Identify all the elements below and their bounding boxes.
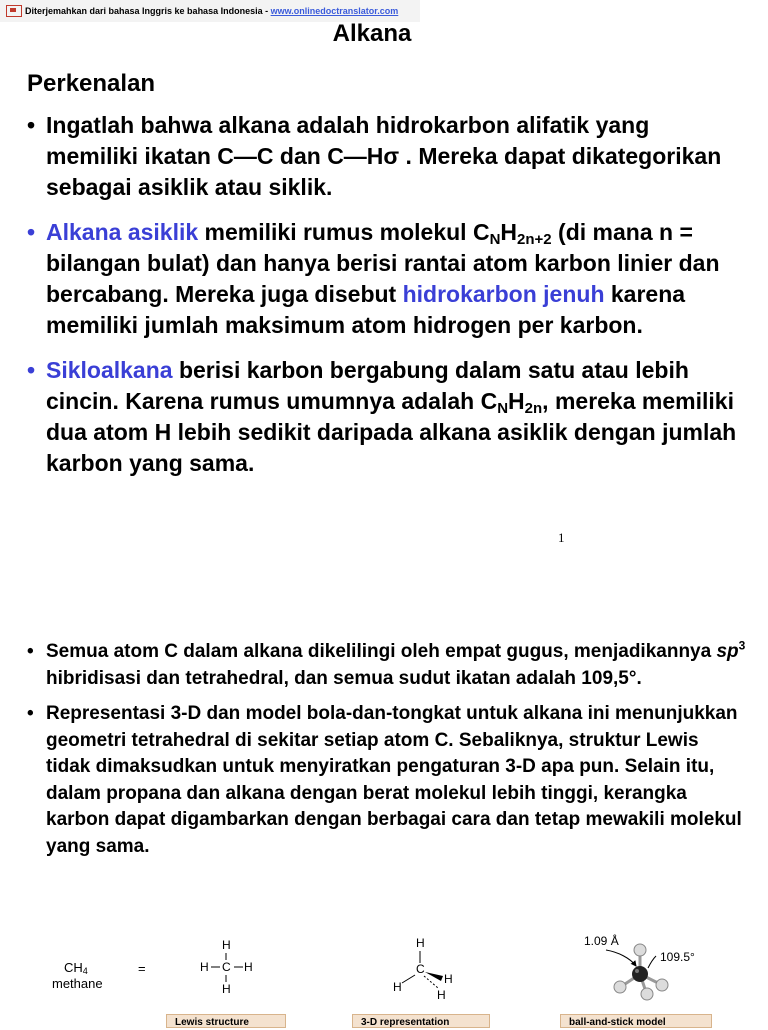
bullet-text: H: [508, 388, 525, 414]
atom-h: H: [244, 960, 253, 974]
subscript: N: [497, 400, 509, 417]
atom-h: H: [200, 960, 209, 974]
list-item: [27, 639, 747, 692]
page-title: Alkana: [332, 20, 412, 47]
bullet-text: (di mana n = bilangan bulat) dan hanya berisi rantai atom karbon linier dan bercabang. Mereka juga disebut: [46, 219, 720, 307]
translator-logo-icon: [6, 5, 22, 17]
atom-h: H: [437, 988, 446, 1002]
bullet-icon: •: [27, 219, 36, 245]
bullet-text: H: [500, 219, 518, 245]
bullet-text: , mereka memiliki dua atom H lebih sedikit daripada alkana asiklik dengan jumlah karbon yang sama.: [46, 388, 737, 476]
bullet-text: berisi karbon bergabung dalam satu atau lebih cincin. Karena rumus umumnya adalah C: [46, 357, 689, 414]
term-cycloalkanes: Sikloalkana: [46, 357, 173, 383]
bullet-text: Representasi 3-D dan model bola-dan-tongkat untuk alkana ini menunjukkan geometri tetrahedral di sekitar setiap atom C. Sebaliknya, struktur Lewis tidak dimaksudkan untuk menyiratkan pengaturan 3-D apa pun. Selain itu, dalam propana dan alkana dengan berat molekul lebih tinggi, kerangka karbon dapat digambarkan dengan berbagai cara dan tetap mewakili molekul yang sama.: [46, 703, 742, 857]
list-item: [27, 217, 747, 341]
section-heading: Perkenalan: [27, 70, 156, 97]
caption-ball-stick: ball-and-stick model: [560, 1014, 712, 1028]
page-number: 1: [558, 530, 565, 545]
bullet-icon: •: [27, 357, 36, 383]
bullet-icon: •: [27, 112, 36, 138]
term-acyclic-alkanes: Alkana asiklik: [46, 219, 199, 245]
bullet-icon: •: [27, 703, 34, 724]
geometry-bullet-list: [27, 639, 747, 869]
atom-h: H: [222, 938, 231, 952]
atom-c: C: [222, 960, 231, 974]
list-item: [27, 355, 747, 479]
banner-link[interactable]: www.onlinedoctranslator.com: [270, 6, 399, 16]
atom-h: H: [222, 982, 231, 996]
bullet-text: hibridisasi dan tetrahedral, dan semua sudut ikatan adalah 109,5°.: [46, 667, 642, 689]
list-item: [27, 701, 747, 860]
bond-length-label: 1.09 Å: [584, 934, 619, 948]
hybrid-sp: sp: [716, 641, 739, 662]
bullet-text: Ingatlah bahwa alkana adalah hidrokarbon alifatik yang memiliki ikatan C—C dan C—Hσ . Mereka dapat dikategorikan sebagai asiklik atau siklik.: [46, 112, 722, 200]
bullet-icon: •: [27, 641, 34, 662]
atom-c: C: [416, 962, 425, 976]
superscript: 3: [738, 638, 746, 653]
subscript: 2n+2: [517, 231, 552, 248]
formula-label: $CH_4$: [64, 960, 88, 976]
atom-h: H: [416, 936, 425, 950]
translation-banner: [0, 0, 420, 22]
compound-name: methane: [52, 976, 103, 991]
caption-lewis: Lewis structure: [166, 1014, 286, 1028]
bullet-text: memiliki rumus molekul C: [198, 219, 490, 245]
methane-figure: [0, 930, 768, 1024]
intro-bullet-list: [27, 110, 747, 493]
caption-3d: 3-D representation: [352, 1014, 490, 1028]
subscript: 2n: [524, 400, 543, 417]
banner-text: Diterjemahkan dari bahasa Inggris ke bahasa Indonesia -: [25, 6, 271, 16]
list-item: [27, 110, 747, 203]
bond-angle-label: 109.5°: [660, 950, 695, 964]
equals-sign: =: [138, 961, 146, 976]
term-saturated-hydrocarbons: hidrokarbon jenuh: [402, 281, 605, 307]
bullet-text: karena memiliki jumlah maksimum atom hidrogen per karbon.: [46, 281, 686, 338]
atom-h: H: [393, 980, 402, 994]
bullet-text: Semua atom C dalam alkana dikelilingi oleh empat gugus, menjadikannya: [46, 641, 717, 662]
subscript: N: [489, 231, 501, 248]
ball-stick-svg: [0, 930, 768, 1024]
atom-h: H: [444, 972, 453, 986]
